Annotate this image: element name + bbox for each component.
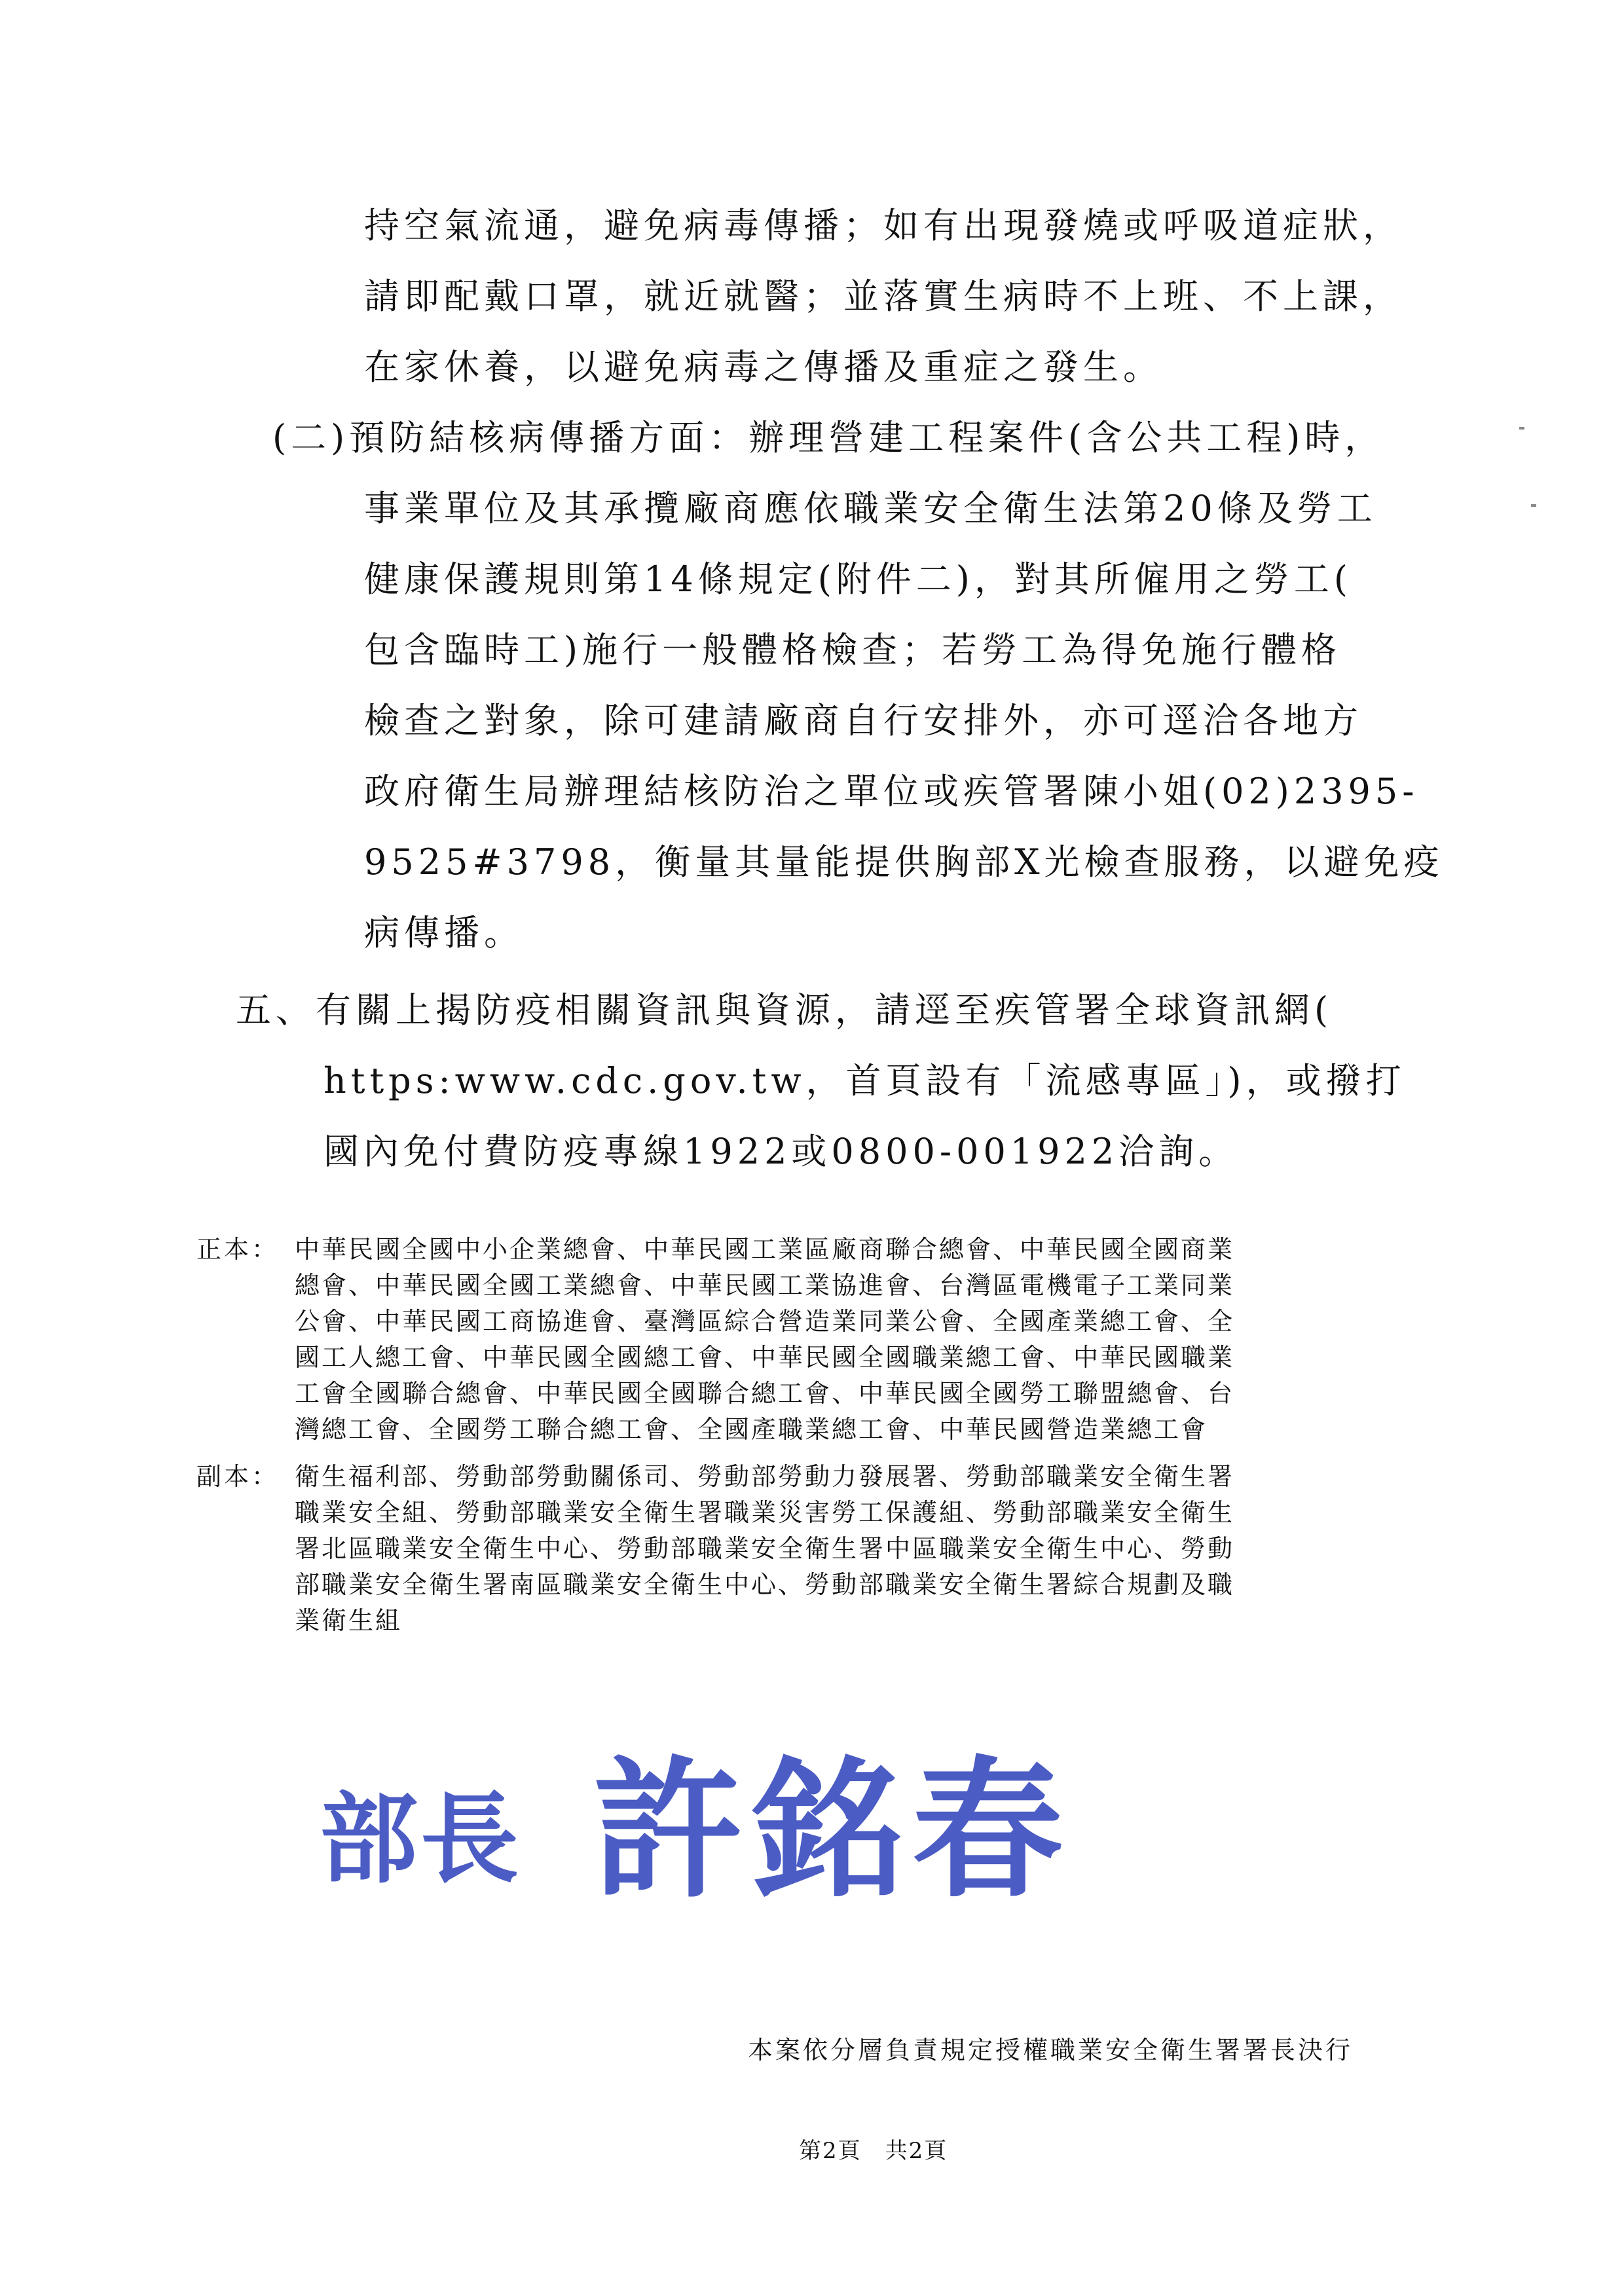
scan-mark (1519, 427, 1524, 430)
copy-recipients-line: 衛生福利部、勞動部勞動關係司、勞動部勞動力發展署、勞動部職業安全衛生署 (295, 1462, 1235, 1491)
body-line: (二)預防結核病傳播方面：辦理營建工程案件(含公共工程)時， (272, 417, 1385, 458)
body-line: 政府衛生局辦理結核防治之單位或疾管署陳小姐(02)2395- (364, 771, 1419, 812)
main-recipients-line: 總會、中華民國全國工業總會、中華民國工業協進會、台灣區電機電子工業同業 (295, 1271, 1235, 1300)
main-recipients-line: 公會、中華民國工商協進會、臺灣區綜合營造業同業公會、全國產業總工會、全 (295, 1307, 1235, 1336)
body-line: 持空氣流通，避免病毒傳播；如有出現發燒或呼吸道症狀， (364, 205, 1403, 246)
main-recipients-line: 灣總工會、全國勞工聯合總工會、全國產職業總工會、中華民國營造業總工會 (295, 1415, 1208, 1444)
body-line: 9525#3798，衡量其量能提供胸部X光檢查服務，以避免疫 (364, 841, 1444, 883)
main-recipients-line: 國工人總工會、中華民國全國總工會、中華民國全國職業總工會、中華民國職業 (295, 1343, 1235, 1372)
copy-recipients-line: 部職業安全衛生署南區職業安全衛生中心、勞動部職業安全衛生署綜合規劃及職 (295, 1570, 1235, 1599)
body-line: 五、有關上揭防疫相關資訊與資源，請逕至疾管署全球資訊網( (236, 989, 1333, 1031)
body-line: 包含臨時工)施行一般體格檢查；若勞工為得免施行體格 (364, 629, 1342, 670)
body-line: 國內免付費防疫專線1922或0800-001922洽詢。 (323, 1131, 1239, 1172)
body-line: https:www.cdc.gov.tw，首頁設有「流感專區」)，或撥打 (323, 1060, 1406, 1101)
body-line: 檢查之對象，除可建請廠商自行安排外，亦可逕洽各地方 (364, 700, 1363, 741)
signature-title: 部長 (320, 1783, 522, 1897)
copy-recipients-line: 職業安全組、勞動部職業安全衛生署職業災害勞工保護組、勞動部職業安全衛生 (295, 1498, 1235, 1527)
signature-name: 許銘春 (593, 1744, 1073, 1919)
page-number: 第2頁 共2頁 (799, 2138, 948, 2164)
main-recipients-label: 正本： (196, 1235, 280, 1264)
body-line: 在家休養，以避免病毒之傳播及重症之發生。 (364, 346, 1163, 388)
body-line: 健康保護規則第14條規定(附件二)，對其所僱用之勞工( (364, 559, 1352, 600)
main-recipients-line: 中華民國全國中小企業總會、中華民國工業區廠商聯合總會、中華民國全國商業 (295, 1235, 1235, 1264)
copy-recipients-label: 副本： (196, 1462, 280, 1491)
copy-recipients-line: 業衛生組 (295, 1606, 403, 1635)
body-line: 請即配戴口罩，就近就醫；並落實生病時不上班、不上課， (364, 276, 1403, 317)
authorization-note: 本案依分層負責規定授權職業安全衛生署署長決行 (748, 2036, 1354, 2065)
scan-mark (1531, 504, 1536, 507)
body-line: 病傳播。 (364, 912, 524, 953)
body-line: 事業單位及其承攬廠商應依職業安全衛生法第20條及勞工 (364, 488, 1377, 529)
copy-recipients-line: 署北區職業安全衛生中心、勞動部職業安全衛生署中區職業安全衛生中心、勞動 (295, 1534, 1235, 1563)
main-recipients-line: 工會全國聯合總會、中華民國全國聯合總工會、中華民國全國勞工聯盟總會、台 (295, 1379, 1235, 1408)
